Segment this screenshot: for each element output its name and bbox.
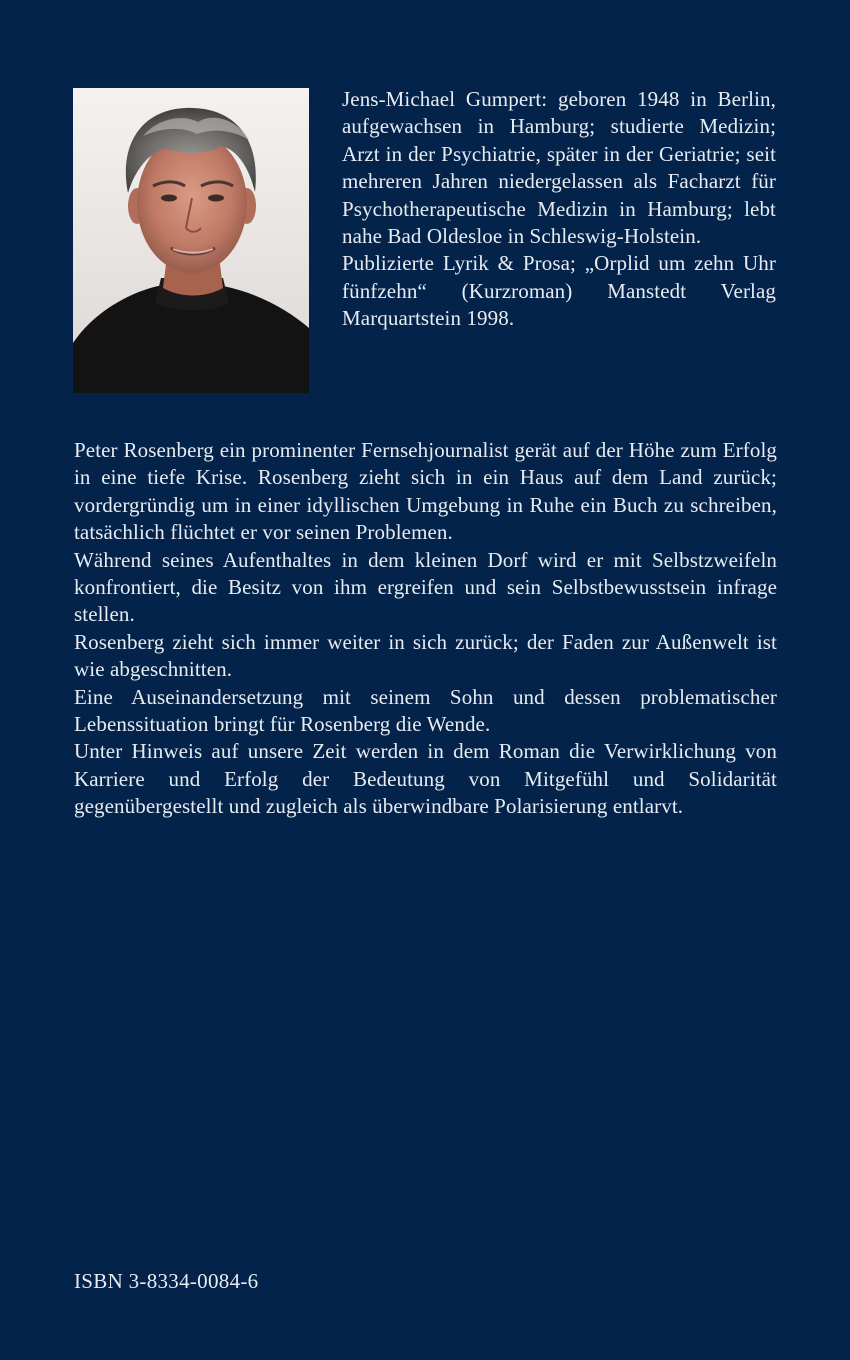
blurb-paragraph: Rosenberg zieht sich immer weiter in sich zurück; der Faden zur Außenwelt ist wie abgeschnitten. xyxy=(74,629,777,682)
author-photo xyxy=(73,88,309,393)
blurb-paragraph: Eine Auseinandersetzung mit seinem Sohn und dessen problematischer Lebenssituation bringt für Rosenberg die Wende. xyxy=(74,684,777,737)
book-blurb xyxy=(74,437,777,821)
blurb-paragraph: Unter Hinweis auf unsere Zeit werden in dem Roman die Verwirklichung von Karriere und Erfolg der Bedeutung von Mitgefühl und Solidarität gegenübergestellt und zugleich als überwindbare Polarisierung entlarvt. xyxy=(74,739,777,819)
author-portrait-illustration xyxy=(73,88,309,393)
bio-paragraph: Jens-Michael Gumpert: geboren 1948 in Berlin, aufgewachsen in Hamburg; studierte Medizin; Arzt in der Psychiatrie, später in der Geriatrie; seit mehreren Jahren niedergelassen als Facharzt für Psychotherapeutische Medizin in Hamburg; lebt nahe Bad Oldesloe in Schleswig-Holstein. xyxy=(342,87,776,249)
blurb-paragraph: Während seines Aufenthaltes in dem kleinen Dorf wird er mit Selbstzweifeln konfrontiert, die Besitz von ihm ergreifen und sein Selbstbewusstsein infrage stellen. xyxy=(74,547,777,627)
blurb-paragraph: Peter Rosenberg ein prominenter Fernsehjournalist gerät auf der Höhe zum Erfolg in eine tiefe Krise. Rosenberg zieht sich in ein Haus auf dem Land zurück; vordergründig um in einer idyllischen Umgebung in Ruhe ein Buch zu schreiben, tatsächlich flüchtet er vor seinen Problemen. xyxy=(74,438,777,545)
bio-paragraph: Publizierte Lyrik & Prosa; „Orplid um zehn Uhr fünfzehn“ (Kurzroman) Manstedt Verlag Marquartstein 1998. xyxy=(342,251,776,331)
author-bio xyxy=(342,86,776,333)
isbn-number: ISBN 3-8334-0084-6 xyxy=(74,1269,259,1293)
